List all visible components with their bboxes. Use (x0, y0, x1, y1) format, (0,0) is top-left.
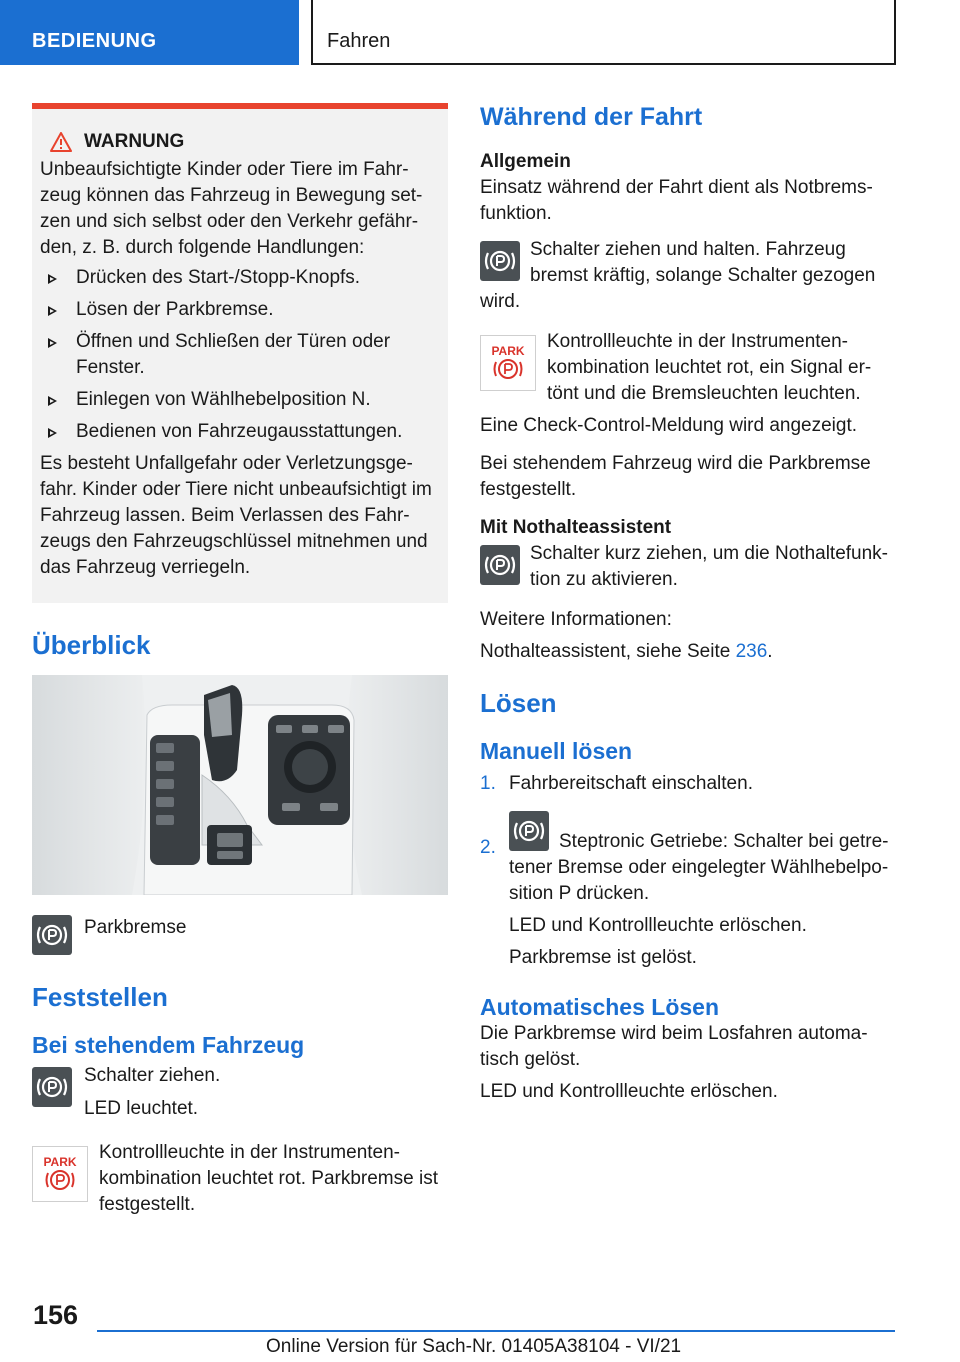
parking-brake-icon (480, 545, 520, 585)
release-heading: Lösen (480, 688, 557, 718)
warning-heading (40, 131, 440, 153)
apply-subheading: Bei stehendem Fahrzeug (32, 1032, 305, 1058)
bullet-triangle-icon (48, 396, 57, 406)
bullet-triangle-icon (48, 306, 57, 316)
parking-brake-icon (480, 241, 520, 281)
pull-text-wrap (480, 237, 895, 315)
left-column (32, 103, 448, 1218)
section-title: BEDIENUNG (32, 30, 157, 52)
list-item: Lösen der Parkbremse. (40, 297, 440, 323)
auto-release-led: LED und Kontrollleuchte erlöschen. (480, 1081, 778, 1102)
more-info-label: Weitere Informationen: (480, 609, 672, 630)
warning-outro: Es besteht Unfallgefahr oder Verletzungsge-fahr. Kinder oder Tiere nicht unbeaufsichtigt im Fahrzeug lassen. Beim Verlassen des Fahr-zeugs den Fahrzeugschlüssel mitnehmen und das Fahrzeug verriegeln. (40, 453, 432, 578)
manual-release-heading: Manuell lösen (480, 738, 633, 764)
list-item: Drücken des Start-/Stopp-Knopfs. (40, 265, 440, 291)
bullet-triangle-icon (48, 428, 57, 438)
assist-row (480, 541, 895, 593)
park-indicator-icon (480, 335, 536, 391)
chapter-tab (311, 0, 896, 65)
apply-step-pull: Schalter ziehen. (84, 1065, 221, 1086)
overview-heading: Überblick (32, 630, 151, 660)
apply-heading: Feststellen (32, 982, 168, 1012)
bullet-triangle-icon (48, 338, 57, 348)
general-heading: Allgemein (480, 151, 571, 172)
auto-release-text: Die Parkbremse wird beim Losfahren automa-tisch gelöst. (480, 1023, 868, 1070)
svg-text:PARK: PARK (43, 1155, 77, 1169)
pull-row (480, 237, 895, 315)
parking-brake-icon (509, 811, 549, 851)
warning-triangle-icon (50, 132, 72, 152)
manual-release-steps (480, 771, 895, 971)
right-column (480, 103, 895, 1105)
warning-box (32, 103, 448, 603)
driving-indicator-text: Kontrollleuchte in der Instrumenten-kombination leuchtet rot, ein Signal er-tönt und die Bremsleuchten leuchten. (547, 331, 872, 404)
park-indicator-icon (32, 1146, 88, 1202)
warning-intro: Unbeaufsichtigte Kinder oder Tiere im Fahr-zeug können das Fahrzeug in Bewegung set-zen und sich selbst oder den Verkehr gefähr-den, z. B. durch folgende Handlungen: (40, 159, 423, 258)
assist-text: Schalter kurz ziehen, um die Nothaltefunk-tion zu aktivieren. (530, 543, 889, 590)
apply-step-led: LED leuchtet. (84, 1098, 199, 1119)
chapter-title: Fahren (327, 30, 391, 52)
apply-step-row (32, 1063, 448, 1122)
page-link-236[interactable]: 236 (735, 641, 768, 662)
section-tab (0, 0, 299, 65)
driving-heading: Während der Fahrt (480, 103, 703, 131)
apply-indicator-row (32, 1140, 448, 1218)
center-console-illustration (32, 675, 448, 895)
list-item: 2. Steptronic Getriebe: Schalter bei getre- tener Bremse oder eingelegter Wählhebelpo-sition P drücken. LED und Kontrollleuchte erlöschen. Parkbremse ist gelöst. (480, 811, 895, 971)
auto-release-heading: Automatisches Lösen (480, 994, 719, 1020)
list-item: 1. Fahrbereitschaft einschalten. (480, 773, 753, 794)
list-item: Einlegen von Wählhebelposition N. (40, 387, 440, 413)
list-item: Bedienen von Fahrzeugausstattungen. (40, 419, 440, 445)
warning-list (40, 265, 440, 445)
warning-title: WARNUNG (84, 131, 185, 152)
center-console-photo (32, 675, 448, 895)
footer-divider (97, 1330, 895, 1332)
check-control-text: Eine Check-Control-Meldung wird angezeigt. (480, 415, 858, 436)
footer-version: Online Version für Sach-Nr. 01405A38104 - VI/21 (266, 1336, 682, 1357)
svg-text:PARK: PARK (491, 344, 525, 358)
list-item: Öffnen und Schließen der Türen oder Fenster. (40, 329, 440, 381)
assist-reference: Nothalteassistent, siehe Seite 236. (480, 641, 773, 662)
parking-brake-icon (32, 1067, 72, 1107)
photo-caption: Parkbremse (84, 917, 187, 938)
pull-text: Schalter ziehen und halten. Fahrzeug bremst kräftig, solange Schalter gezogen wird. (480, 239, 876, 312)
page-number: 156 (33, 1300, 79, 1330)
caption-row (32, 915, 448, 955)
standstill-text: Bei stehendem Fahrzeug wird die Parkbremse festgestellt. (480, 453, 871, 500)
parking-brake-icon (32, 915, 72, 955)
bullet-triangle-icon (48, 274, 57, 284)
general-text: Einsatz während der Fahrt dient als Notbrems-funktion. (480, 177, 873, 224)
apply-indicator-text: Kontrollleuchte in der Instrumenten-kombination leuchtet rot. Parkbremse ist festgestellt. (99, 1142, 438, 1215)
driving-indicator-row (480, 329, 895, 407)
assist-heading: Mit Nothalteassistent (480, 517, 672, 538)
